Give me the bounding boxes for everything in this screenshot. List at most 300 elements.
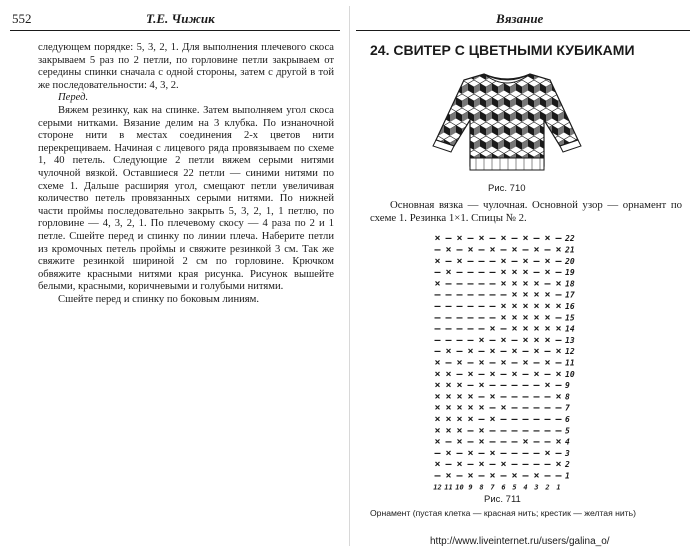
chart-empty-cell: – — [555, 470, 562, 482]
chart-empty-cell: – — [522, 391, 529, 403]
chart-empty-cell: – — [533, 357, 540, 369]
chart-cross-cell: × — [511, 289, 518, 301]
chart-empty-cell: – — [467, 380, 474, 392]
chart-cross-cell: × — [434, 459, 441, 471]
chart-empty-cell: – — [434, 447, 441, 459]
chart-cross-cell: × — [522, 278, 529, 290]
chart-cross-cell: × — [467, 447, 474, 459]
page-number: 552 — [12, 11, 32, 26]
chart-row-label: 10 — [565, 369, 575, 379]
chart-cross-cell: × — [522, 357, 529, 369]
chart-cross-cell: × — [478, 459, 485, 471]
chart-empty-cell: – — [500, 380, 507, 392]
chart-empty-cell: – — [555, 334, 562, 346]
header-rule — [356, 30, 690, 31]
chart-cross-cell: × — [478, 436, 485, 448]
chart-empty-cell: – — [533, 255, 540, 267]
chart-cross-cell: × — [445, 391, 452, 403]
chart-empty-cell: – — [511, 380, 518, 392]
chart-cross-cell: × — [555, 391, 562, 403]
chart-cross-cell: × — [555, 278, 562, 290]
chart-empty-cell: – — [511, 459, 518, 471]
chart-cross-cell: × — [533, 278, 540, 290]
chart-cross-cell: × — [522, 233, 529, 245]
chart-column-label: 5 — [512, 483, 517, 492]
chart-empty-cell: – — [445, 300, 452, 312]
chart-empty-cell: – — [456, 312, 463, 324]
chart-cross-cell: × — [511, 368, 518, 380]
chart-cross-cell: × — [434, 436, 441, 448]
chart-cross-cell: × — [445, 267, 452, 279]
chart-cross-cell: × — [500, 312, 507, 324]
running-header-topic: Вязание — [496, 11, 544, 26]
chart-empty-cell: – — [500, 425, 507, 437]
chart-empty-cell: – — [434, 267, 441, 279]
chart-cross-cell: × — [445, 368, 452, 380]
chart-empty-cell: – — [522, 402, 529, 414]
chart-empty-cell: – — [489, 380, 496, 392]
chart-empty-cell: – — [555, 425, 562, 437]
chart-empty-cell: – — [511, 447, 518, 459]
chart-cross-cell: × — [533, 244, 540, 256]
chart-cross-cell: × — [500, 300, 507, 312]
chart-cross-cell: × — [544, 255, 551, 267]
chart-empty-cell: – — [544, 402, 551, 414]
source-watermark: http://www.liveinternet.ru/users/galina_o/ — [430, 536, 610, 547]
chart-empty-cell: – — [511, 334, 518, 346]
chart-cross-cell: × — [555, 346, 562, 358]
chart-empty-cell: – — [489, 425, 496, 437]
chart-cross-cell: × — [533, 334, 540, 346]
chart-empty-cell: – — [445, 289, 452, 301]
chart-column-label: 7 — [490, 483, 495, 492]
chart-cross-cell: × — [522, 312, 529, 324]
chart-cross-cell: × — [555, 300, 562, 312]
chart-empty-cell: – — [467, 300, 474, 312]
chart-empty-cell: – — [555, 447, 562, 459]
chart-empty-cell: – — [500, 346, 507, 358]
chart-empty-cell: – — [434, 289, 441, 301]
chart-cross-cell: × — [500, 233, 507, 245]
chart-empty-cell: – — [478, 346, 485, 358]
chart-empty-cell: – — [456, 470, 463, 482]
chart-empty-cell: – — [467, 425, 474, 437]
chart-cross-cell: × — [544, 267, 551, 279]
chart-empty-cell: – — [456, 346, 463, 358]
chart-empty-cell: – — [555, 357, 562, 369]
chart-empty-cell: – — [522, 380, 529, 392]
chart-cross-cell: × — [467, 413, 474, 425]
chart-empty-cell: – — [522, 447, 529, 459]
chart-cross-cell: × — [533, 346, 540, 358]
chart-empty-cell: – — [467, 312, 474, 324]
chart-empty-cell: – — [533, 459, 540, 471]
chart-cross-cell: × — [456, 402, 463, 414]
chart-cross-cell: × — [478, 425, 485, 437]
chart-empty-cell: – — [511, 436, 518, 448]
figure-caption: Рис. 711 — [484, 494, 521, 505]
chart-row-label: 2 — [565, 460, 570, 470]
chart-cross-cell: × — [522, 255, 529, 267]
chart-column-label: 9 — [468, 483, 473, 492]
chart-row-label: 3 — [565, 448, 570, 458]
chart-row-label: 5 — [565, 426, 570, 436]
chart-cross-cell: × — [511, 346, 518, 358]
chart-empty-cell: – — [478, 413, 485, 425]
chart-empty-cell: – — [533, 413, 540, 425]
chart-empty-cell: – — [522, 459, 529, 471]
chart-cross-cell: × — [489, 244, 496, 256]
chart-cross-cell: × — [445, 244, 452, 256]
chart-cross-cell: × — [533, 312, 540, 324]
chart-cross-cell: × — [434, 255, 441, 267]
chart-column-label: 3 — [534, 483, 539, 492]
chart-cross-cell: × — [478, 380, 485, 392]
chart-row-label: 18 — [565, 279, 575, 289]
chart-empty-cell: – — [456, 447, 463, 459]
chart-cross-cell: × — [555, 459, 562, 471]
chart-row-label: 13 — [565, 335, 575, 345]
chart-cross-cell: × — [511, 244, 518, 256]
chart-row-label: 21 — [565, 245, 575, 255]
chart-empty-cell: – — [522, 346, 529, 358]
chart-cross-cell: × — [434, 368, 441, 380]
chart-empty-cell: – — [489, 267, 496, 279]
chart-cross-cell: × — [522, 334, 529, 346]
chart-cross-cell: × — [445, 346, 452, 358]
chart-empty-cell: – — [489, 278, 496, 290]
chart-empty-cell: – — [489, 300, 496, 312]
chart-empty-cell: – — [467, 255, 474, 267]
chart-empty-cell: – — [434, 334, 441, 346]
chart-row-label: 22 — [565, 234, 575, 244]
chart-row-label: 12 — [565, 347, 575, 357]
chart-cross-cell: × — [544, 233, 551, 245]
chart-empty-cell: – — [445, 436, 452, 448]
chart-empty-cell: – — [533, 402, 540, 414]
chart-cross-cell: × — [522, 436, 529, 448]
header-rule — [10, 30, 340, 31]
chart-empty-cell: – — [478, 278, 485, 290]
chart-cross-cell: × — [544, 380, 551, 392]
chart-empty-cell: – — [456, 323, 463, 335]
chart-cross-cell: × — [500, 357, 507, 369]
chart-empty-cell: – — [533, 425, 540, 437]
chart-cross-cell: × — [533, 470, 540, 482]
chart-cross-cell: × — [522, 289, 529, 301]
chart-cross-cell: × — [522, 323, 529, 335]
knitting-chart — [430, 230, 590, 492]
chart-empty-cell: – — [456, 368, 463, 380]
running-header-author: Т.Е. Чижик — [146, 11, 215, 26]
chart-empty-cell: – — [445, 278, 452, 290]
chart-empty-cell: – — [511, 413, 518, 425]
chart-cross-cell: × — [544, 289, 551, 301]
chart-empty-cell: – — [467, 334, 474, 346]
chart-empty-cell: – — [434, 346, 441, 358]
chart-cross-cell: × — [478, 233, 485, 245]
chart-cross-cell: × — [456, 357, 463, 369]
paragraph: Сшейте перед и спинку по боковым линиям. — [58, 293, 260, 305]
chart-cross-cell: × — [478, 334, 485, 346]
chart-cross-cell: × — [522, 300, 529, 312]
chart-empty-cell: – — [544, 346, 551, 358]
chart-cross-cell: × — [456, 436, 463, 448]
chart-empty-cell: – — [522, 425, 529, 437]
chart-cross-cell: × — [544, 300, 551, 312]
chart-cross-cell: × — [555, 368, 562, 380]
chart-cross-cell: × — [544, 334, 551, 346]
chart-empty-cell: – — [478, 368, 485, 380]
chart-cross-cell: × — [434, 391, 441, 403]
chart-row-label: 9 — [565, 381, 570, 391]
chart-empty-cell: – — [478, 244, 485, 256]
chart-cross-cell: × — [500, 459, 507, 471]
chart-empty-cell: – — [500, 447, 507, 459]
chart-row-label: 20 — [565, 256, 575, 266]
chart-empty-cell: – — [478, 391, 485, 403]
chart-empty-cell: – — [445, 312, 452, 324]
chart-empty-cell: – — [445, 459, 452, 471]
chart-column-label: 1 — [556, 483, 561, 492]
chart-cross-cell: × — [500, 402, 507, 414]
chart-empty-cell: – — [445, 357, 452, 369]
figure-caption: Рис. 710 — [488, 183, 526, 194]
chart-cross-cell: × — [511, 312, 518, 324]
chart-cross-cell: × — [489, 447, 496, 459]
chart-cross-cell: × — [445, 402, 452, 414]
chart-row-label: 17 — [565, 290, 575, 300]
chart-empty-cell: – — [544, 425, 551, 437]
chart-cross-cell: × — [533, 323, 540, 335]
chart-cross-cell: × — [456, 413, 463, 425]
chart-empty-cell: – — [555, 312, 562, 324]
chart-cross-cell: × — [456, 425, 463, 437]
chart-cross-cell: × — [434, 413, 441, 425]
paragraph: Основная вязка — чулочная. Основной узор — орнамент по схеме 1. Резинка 1×1. Спицы № 2. — [370, 199, 682, 224]
chart-cross-cell: × — [467, 346, 474, 358]
chart-empty-cell: – — [522, 413, 529, 425]
chart-empty-cell: – — [544, 413, 551, 425]
chart-empty-cell: – — [555, 413, 562, 425]
chart-cross-cell: × — [478, 357, 485, 369]
chart-cross-cell: × — [522, 267, 529, 279]
chart-cross-cell: × — [467, 368, 474, 380]
chart-empty-cell: – — [467, 278, 474, 290]
chart-column-label: 4 — [523, 483, 528, 492]
chart-empty-cell: – — [511, 255, 518, 267]
chart-empty-cell: – — [500, 391, 507, 403]
pattern-description — [370, 199, 682, 225]
chart-cross-cell: × — [489, 391, 496, 403]
chart-cross-cell: × — [511, 267, 518, 279]
chart-cross-cell: × — [445, 447, 452, 459]
chart-empty-cell: – — [445, 334, 452, 346]
paragraph: следующем порядке: 5, 3, 2, 1. Для выполнения плечевого скоса закрываем 5 раз по 2 петли, по горловине петли закрываем от середины спинки сначала с одной стороны, затем с другой в той же последовательности: 4, 3, 2. — [38, 42, 334, 91]
chart-cross-cell: × — [544, 357, 551, 369]
chart-empty-cell: – — [456, 267, 463, 279]
chart-empty-cell: – — [500, 323, 507, 335]
chart-empty-cell: – — [478, 470, 485, 482]
chart-empty-cell: – — [533, 233, 540, 245]
chart-cross-cell: × — [511, 278, 518, 290]
chart-empty-cell: – — [467, 323, 474, 335]
chart-empty-cell: – — [522, 244, 529, 256]
chart-empty-cell: – — [511, 425, 518, 437]
chart-empty-cell: – — [489, 334, 496, 346]
chart-cross-cell: × — [533, 368, 540, 380]
chart-row-label: 16 — [565, 301, 575, 311]
chart-empty-cell: – — [511, 402, 518, 414]
chart-row-label: 7 — [565, 403, 570, 413]
instructions-text — [38, 42, 334, 306]
chart-empty-cell: – — [456, 289, 463, 301]
chart-empty-cell: – — [555, 267, 562, 279]
chart-empty-cell: – — [434, 312, 441, 324]
chart-empty-cell: – — [478, 323, 485, 335]
chart-cross-cell: × — [489, 413, 496, 425]
chart-empty-cell: – — [434, 244, 441, 256]
chart-cross-cell: × — [500, 267, 507, 279]
chart-empty-cell: – — [500, 436, 507, 448]
chart-column-label: 8 — [479, 483, 484, 492]
chart-empty-cell: – — [478, 267, 485, 279]
chart-empty-cell: – — [467, 289, 474, 301]
chart-empty-cell: – — [544, 459, 551, 471]
chart-empty-cell: – — [445, 323, 452, 335]
chart-cross-cell: × — [500, 255, 507, 267]
chart-cross-cell: × — [533, 300, 540, 312]
chart-column-label: 6 — [501, 483, 506, 492]
chart-empty-cell: – — [544, 368, 551, 380]
chart-empty-cell: – — [533, 267, 540, 279]
chart-cross-cell: × — [456, 459, 463, 471]
chart-empty-cell: – — [500, 244, 507, 256]
chart-cross-cell: × — [555, 436, 562, 448]
chart-empty-cell: – — [500, 368, 507, 380]
chart-legend: Орнамент (пустая клетка — красная нить; крестик — желтая нить) — [370, 508, 636, 518]
chart-cross-cell: × — [544, 323, 551, 335]
paragraph: Вяжем резинку, как на спинке. Затем выполняем угол скоса серыми нитками. Вязание делим на 3 клубка. По изнаночной стороне нити в местах соединения 2-х цветов нити перекрещиваем. Начиная с лицевого ряда провязываем по схеме 1, 40 петель. Следующие 2 петли вяжем серыми нитями чулочной вязкой. Оставшиеся 22 петли — синими нитями по схеме 1. Дальше расширяя угол, смещают петли увеличивая количество петель провязанных серыми нитями. По нижней части проймы последовательно закрыть 5, 3, 2, 1, 1 петлю, по горловине — 4, 3, 2, 1. По плечевому скосу — 4 раза по 2 и 1 петле. Сшейте перед и спинку по линии плеча. Наберите петли из кромочных петель проймы и свяжите резинкой 3 см. Так же свяжите резинкой шириной 2 см по горловине. Крючком обвяжите красными нитями края рисунка. Рисунок вышейте белыми, красными, коричневыми и голубыми нитями. — [38, 104, 334, 293]
chart-empty-cell: – — [489, 357, 496, 369]
chart-cross-cell: × — [555, 323, 562, 335]
chart-cross-cell: × — [489, 346, 496, 358]
chart-empty-cell: – — [544, 470, 551, 482]
subheading-front: Перед. — [58, 92, 89, 104]
chart-empty-cell: – — [544, 244, 551, 256]
chart-empty-cell: – — [467, 436, 474, 448]
chart-cross-cell: × — [434, 278, 441, 290]
chart-empty-cell: – — [522, 470, 529, 482]
chart-column-label: 10 — [455, 483, 464, 492]
chart-cross-cell: × — [511, 323, 518, 335]
chart-cross-cell: × — [467, 391, 474, 403]
chart-empty-cell: – — [456, 278, 463, 290]
chart-empty-cell: – — [544, 391, 551, 403]
chart-empty-cell: – — [456, 300, 463, 312]
chart-empty-cell: – — [511, 391, 518, 403]
chart-empty-cell: – — [478, 447, 485, 459]
chart-empty-cell: – — [467, 459, 474, 471]
chart-empty-cell: – — [478, 289, 485, 301]
chart-empty-cell: – — [489, 436, 496, 448]
chart-row-label: 1 — [565, 471, 570, 481]
chart-cross-cell: × — [456, 255, 463, 267]
chart-empty-cell: – — [489, 312, 496, 324]
chart-cross-cell: × — [544, 312, 551, 324]
chart-cross-cell: × — [445, 413, 452, 425]
chart-empty-cell: – — [533, 391, 540, 403]
chart-cross-cell: × — [467, 470, 474, 482]
chart-empty-cell: – — [533, 436, 540, 448]
chart-empty-cell: – — [478, 312, 485, 324]
chart-empty-cell: – — [456, 334, 463, 346]
chart-empty-cell: – — [555, 402, 562, 414]
chart-cross-cell: × — [445, 470, 452, 482]
chart-empty-cell: – — [445, 233, 452, 245]
chart-cross-cell: × — [555, 244, 562, 256]
chart-cross-cell: × — [445, 425, 452, 437]
chart-empty-cell: – — [478, 300, 485, 312]
chart-empty-cell: – — [555, 289, 562, 301]
chart-empty-cell: – — [489, 255, 496, 267]
chart-empty-cell: – — [478, 255, 485, 267]
chart-empty-cell: – — [533, 447, 540, 459]
chart-empty-cell: – — [489, 402, 496, 414]
chart-cross-cell: × — [456, 380, 463, 392]
chart-cross-cell: × — [434, 402, 441, 414]
chart-empty-cell: – — [511, 233, 518, 245]
chart-empty-cell: – — [555, 255, 562, 267]
chart-empty-cell: – — [434, 323, 441, 335]
chart-empty-cell: – — [533, 380, 540, 392]
section-title: 24. СВИТЕР С ЦВЕТНЫМИ КУБИКАМИ — [370, 42, 635, 58]
chart-row-label: 6 — [565, 414, 570, 424]
chart-row-label: 11 — [565, 358, 575, 368]
chart-empty-cell: – — [500, 289, 507, 301]
chart-row-label: 15 — [565, 313, 575, 323]
chart-cross-cell: × — [456, 391, 463, 403]
chart-column-label: 12 — [433, 483, 442, 492]
chart-cross-cell: × — [434, 380, 441, 392]
chart-empty-cell: – — [544, 278, 551, 290]
chart-empty-cell: – — [555, 380, 562, 392]
chart-empty-cell: – — [467, 267, 474, 279]
chart-empty-cell: – — [511, 357, 518, 369]
chart-empty-cell: – — [445, 255, 452, 267]
chart-empty-cell: – — [434, 470, 441, 482]
chart-empty-cell: – — [500, 470, 507, 482]
chart-empty-cell: – — [489, 289, 496, 301]
chart-cross-cell: × — [434, 425, 441, 437]
chart-cross-cell: × — [544, 447, 551, 459]
chart-row-label: 14 — [565, 324, 575, 334]
chart-cross-cell: × — [511, 470, 518, 482]
chart-row-label: 4 — [565, 437, 570, 447]
chart-empty-cell: – — [434, 300, 441, 312]
chart-empty-cell: – — [467, 357, 474, 369]
chart-cross-cell: × — [489, 323, 496, 335]
chart-empty-cell: – — [544, 436, 551, 448]
sweater-illustration — [432, 66, 582, 176]
chart-empty-cell: – — [489, 459, 496, 471]
chart-cross-cell: × — [456, 233, 463, 245]
chart-cross-cell: × — [511, 300, 518, 312]
chart-cross-cell: × — [467, 402, 474, 414]
chart-empty-cell: – — [555, 233, 562, 245]
chart-row-label: 8 — [565, 392, 570, 402]
chart-row-label: 19 — [565, 268, 575, 278]
